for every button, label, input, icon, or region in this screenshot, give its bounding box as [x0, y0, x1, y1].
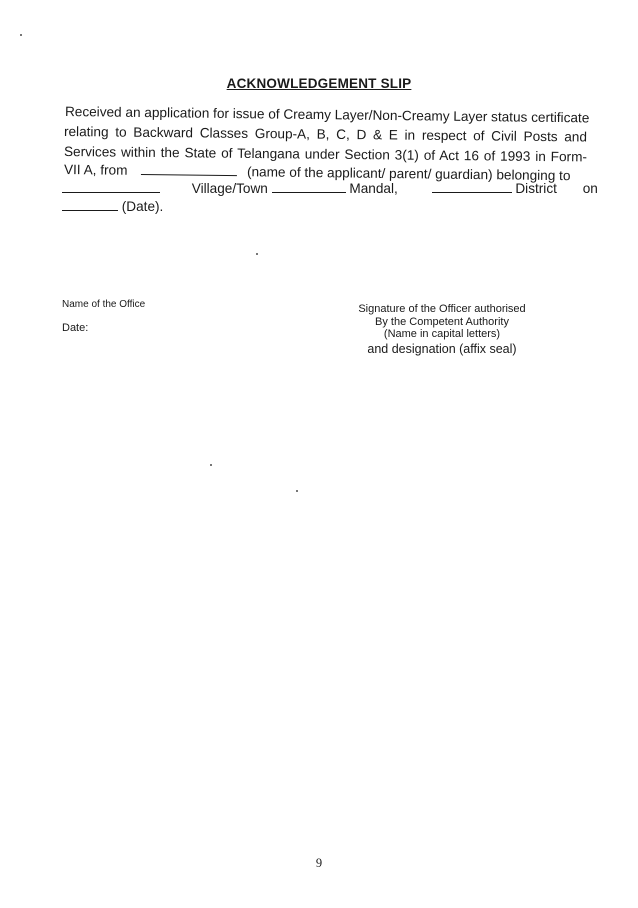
scan-speck: [296, 490, 298, 492]
on-label: on: [582, 181, 598, 196]
date-suffix: (Date).: [121, 199, 164, 214]
from-label: VII A, from: [63, 162, 128, 178]
district-label: District: [515, 181, 557, 196]
signature-line-1: Signature of the Officer authorised: [358, 303, 526, 315]
body-line-3: Services within the State of Telangana under Section 3(1) of Act 16 of 1993 in Form-: [63, 144, 588, 165]
office-name-label: Name of the Office: [62, 299, 146, 310]
district-blank: [432, 182, 512, 193]
signature-line-4: and designation (affix seal): [367, 341, 517, 356]
document-title: ACKNOWLEDGEMENT SLIP: [226, 76, 412, 91]
belonging-blank: [62, 182, 160, 193]
mandal-label: Mandal,: [349, 181, 398, 196]
date-label: Date:: [62, 322, 89, 334]
body-line-6: [62, 199, 163, 215]
scan-speck: [210, 464, 212, 466]
signature-line-2: By the Competent Authority: [375, 315, 509, 328]
signature-block: [332, 303, 552, 357]
scan-speck: [256, 253, 258, 255]
village-town-blank: [272, 182, 346, 193]
applicant-from-blank: [141, 164, 237, 176]
village-town-label: Village/Town: [191, 181, 268, 196]
page-number: 9: [315, 856, 323, 870]
body-line-1: Received an application for issue of Creamy Layer/Non-Creamy Layer status certificate: [64, 104, 590, 126]
scan-speck: [20, 34, 22, 36]
signature-line-3: (Name in capital letters): [383, 328, 501, 340]
date-blank: [62, 200, 118, 211]
body-line-5: [62, 181, 598, 197]
applicant-description: (name of the applicant/ parent/ guardian) belonging to: [246, 164, 571, 184]
body-line-2: relating to Backward Classes Group-A, B, C, D & E in respect of Civil Posts and: [63, 124, 588, 145]
